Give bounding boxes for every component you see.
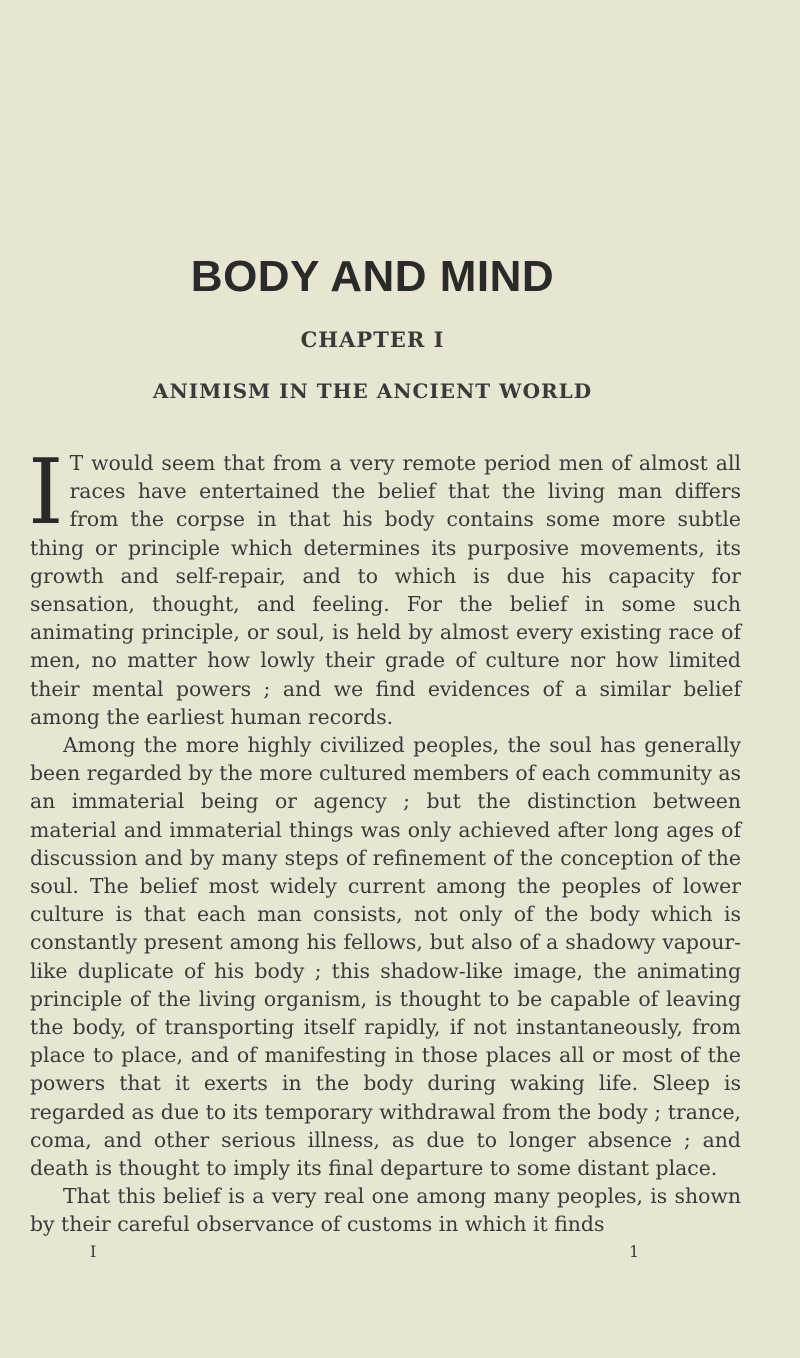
chapter-title: ANIMISM IN THE ANCIENT WORLD [152, 379, 593, 403]
paragraph-2: Among the more highly civilized peoples, the soul has generally been regarded by the more cultured members of each community as an immaterial being or agency ; but the distinction between material and immaterial things was only achieved after long ages of discussion and by many steps of refinement of the conception of the soul. The belief most widely current among the peoples of lower culture is that each man consists, not only of the body which is constantly present among his fellows, but also of a shadowy vapour-like duplicate of his body ; this shadow-like image, the animating principle of the living organism, is thought to be capable of leaving the body, of transporting itself rapidly, if not instantaneously, from place to place, and of manifesting in those places all or most of the powers that it exerts in the body during waking life. Sleep is regarded as due to its temporary withdrawal from the body ; trance, coma, and other serious illness, as due to longer absence ; and death is thought to imply its final departure to some distant place. [30, 733, 741, 1181]
paragraph-1-text: T would seem that from a very remote period men of almost all races have entertained the belief that the living man differs from the corpse in that his body contains some more subtle thing or principle which determines its purposive movements, its growth and self-repair, and to which is due his capacity for sensation, thought, and feeling. For the belief in some such animating principle, or soul, is held by almost every existing race of men, no matter how lowly their grade of culture nor how limited their mental powers ; and we find evidences of a similar belief among the earliest human records. [30, 451, 741, 729]
book-title: BODY AND MIND [190, 252, 555, 301]
body-text [28, 440, 741, 1239]
signature-mark-right: 1 [629, 1242, 640, 1261]
chapter-heading: CHAPTER I [300, 327, 445, 352]
paragraph-3: That this belief is a very real one among many peoples, is shown by their careful observance of customs in which it finds [30, 1184, 741, 1237]
paragraph-1 [28, 440, 741, 731]
signature-mark-left: I [90, 1242, 97, 1261]
drop-cap: I [28, 440, 64, 545]
